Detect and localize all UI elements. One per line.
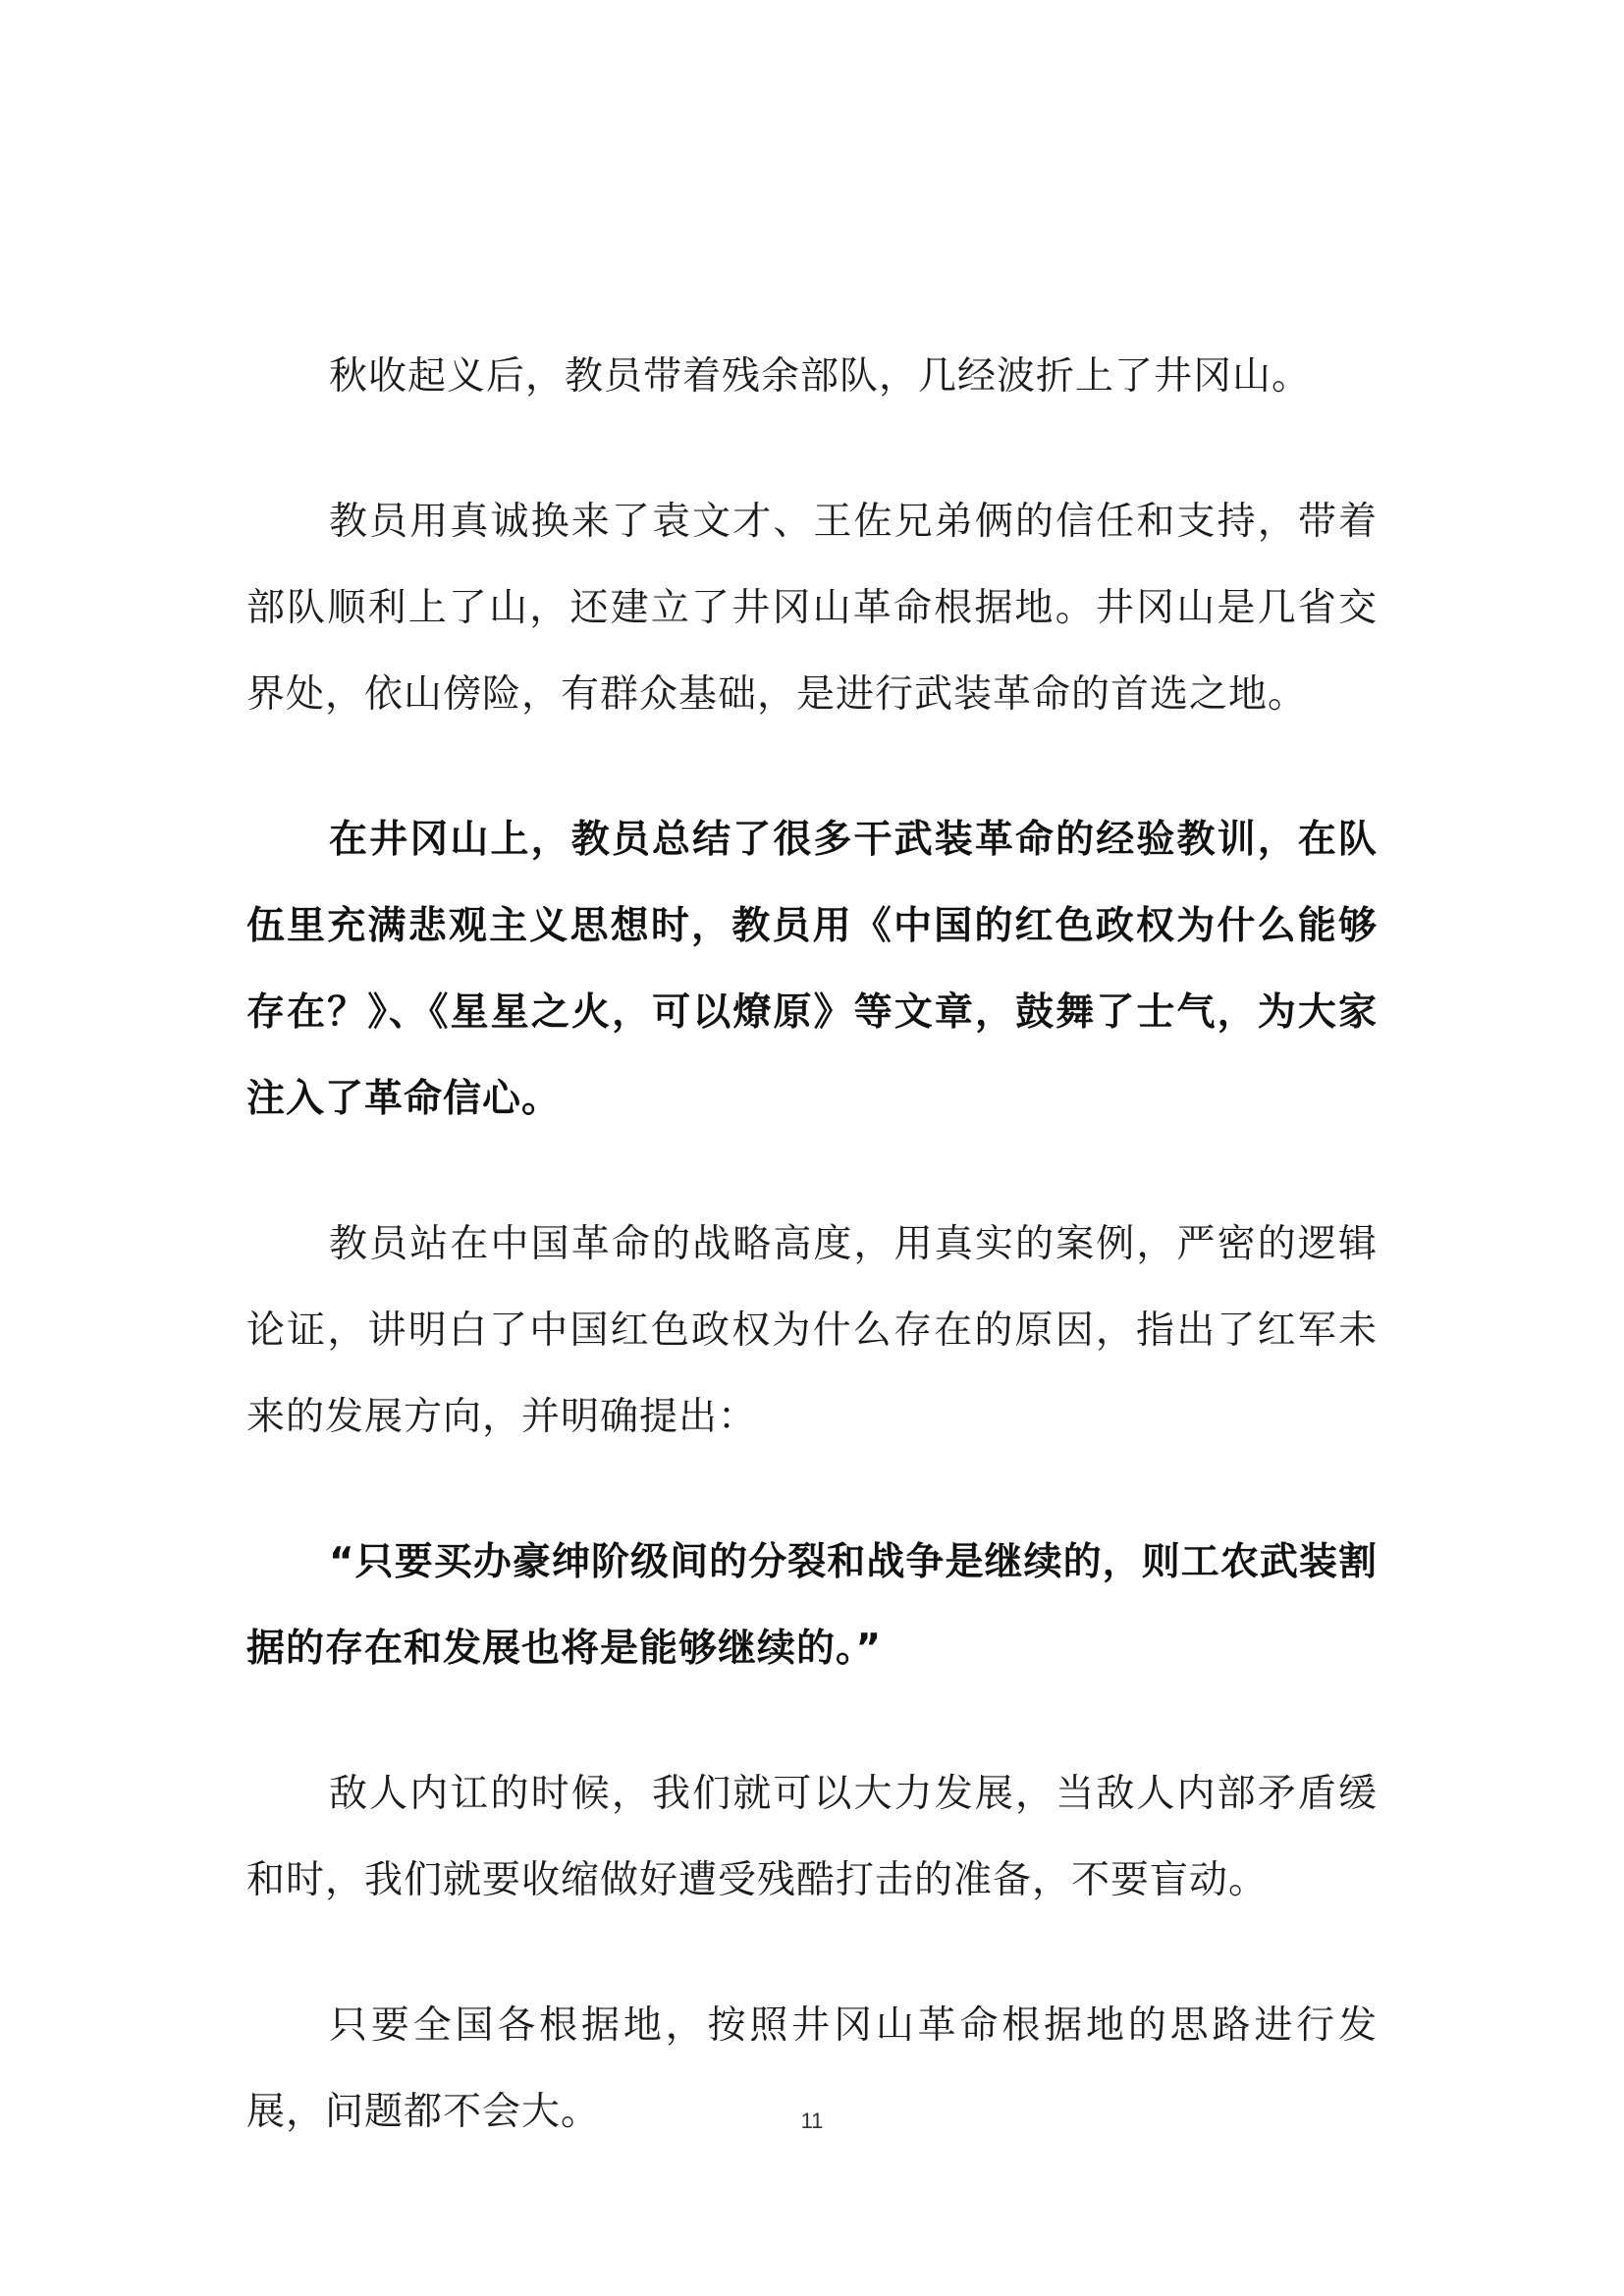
paragraph-4: 教员站在中国革命的战略高度，用真实的案例，严密的逻辑论证，讲明白了中国红色政权为什么存在的原因，指出了红军未来的发展方向，并明确提出：: [246, 1222, 1378, 1439]
paragraph-3-bold: 在井冈山上，教员总结了很多干武装革命的经验教训，在队伍里充满悲观主义思想时，教员用《中国的红色政权为什么能够存在？》、《星星之火，可以燎原》等文章，鼓舞了士气，为大家注入了革命信心。: [246, 818, 1378, 1121]
paragraph-7: 只要全国各根据地，按照井冈山革命根据地的思路进行发展，问题都不会大。: [246, 2003, 1378, 2134]
paragraph-6: 敌人内讧的时候，我们就可以大力发展，当敌人内部矛盾缓和时，我们就要收缩做好遭受残酷打击的准备，不要盲动。: [246, 1772, 1378, 1902]
document-page: [246, 334, 1378, 2215]
paragraph-1: 秋收起义后，教员带着残余部队，几经波折上了井冈山。: [329, 354, 1312, 399]
paragraph-5-quote: “只要买办豪绅阶级间的分裂和战争是继续的，则工农武装割据的存在和发展也将是能够继续的。”: [246, 1540, 1378, 1671]
page-number: 11: [800, 2109, 824, 2133]
paragraph-2: 教员用真诚换来了袁文才、王佐兄弟俩的信任和支持，带着部队顺利上了山，还建立了井冈山革命根据地。井冈山是几省交界处，依山傍险，有群众基础，是进行武装革命的首选之地。: [246, 500, 1378, 717]
